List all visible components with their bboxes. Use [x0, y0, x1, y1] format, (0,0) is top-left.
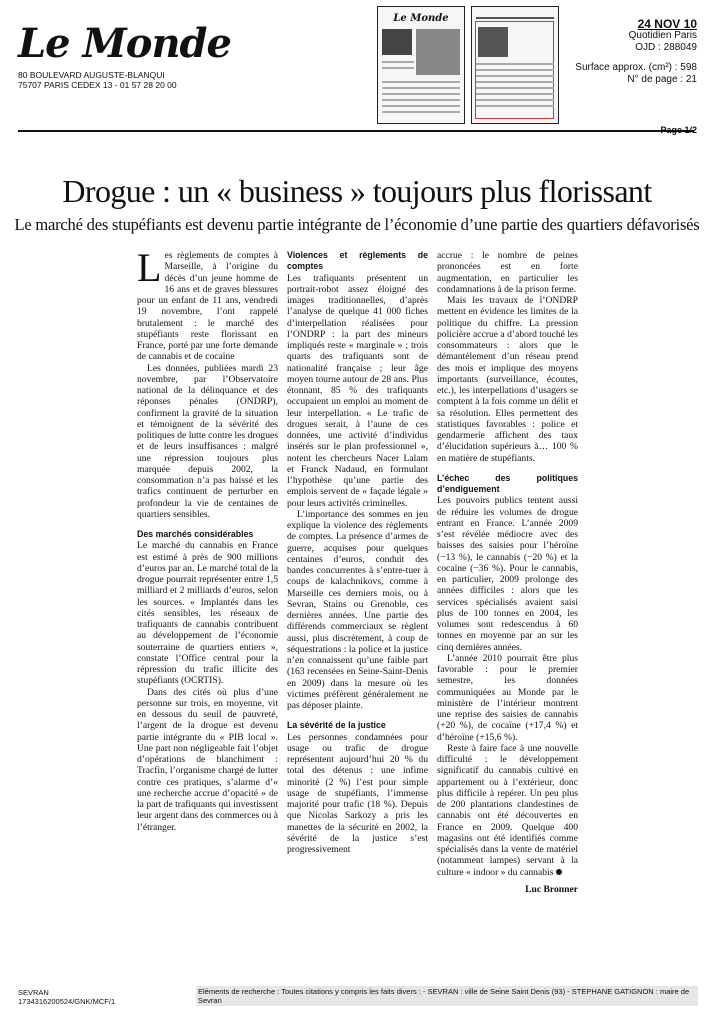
paragraph: Les pouvoirs publics tentent aussi de réduire les volumes de drogue entrant en France. L’année 2009 s’est révélée médiocre avec des baisses des saisies pour l’héroïne (−13 %), le cannabis (−20 %) et la cocaïne (−36 %). Pour le cannabis, en particulier, 2009 prolonge des années difficiles : alors que les services spécialisés avaient saisi plus de 100 tonnes en 2004, les volumes sont redescendus à 60 tonnes en moyenne par an sur les cinq dernières années.: [437, 495, 578, 653]
article-page-thumbnail[interactable]: [471, 6, 559, 124]
thumbnail-headline-block: [382, 29, 412, 55]
masthead-logo: Le Monde: [18, 20, 231, 67]
address-line-2: 75707 PARIS CEDEX 13 - 01 57 28 20 00: [18, 80, 177, 90]
thumbnail-text-line: [476, 87, 554, 89]
thumbnail-text-line: [382, 81, 460, 83]
drop-cap: L: [137, 245, 162, 290]
subheading: Des marchés considérables: [137, 529, 254, 539]
byline: Luc Bronner: [525, 883, 578, 895]
subheading: Violences et règlements de comptes: [287, 250, 428, 272]
paragraph: L’importance des sommes en jeu explique la violence des règlements de comptes. La présence d’armes de guerre, acquises pour quelques centaines d’euros, conduit des bandes concurrentes à s’entre-tuer à coups de kalachnikovs, comme à Marseille ces derniers mois, ou à Sevran, Stains ou Grenoble, ces dernières années. Une partie des différends commerciaux se règlent aussi, plus discrètement, à coup de séquestrations : la police et la justice n’en connaissent qu’une faible part (163 recensées en Seine-Saint-Denis en 2009) dans la mesure où les victimes préfèrent généralement ne pas déposer plainte.: [287, 508, 428, 711]
thumbnail-photo: [478, 27, 508, 57]
paragraph: Les trafiquants présentent un portrait-robot assez éloigné des images traditionnelles, d’après l’analyse de quelque 41 000 fiches d’interpellation réalisées pour l’ONDRP : la part des mineurs impliqués reste « marginale » ; trois quarts des trafiquants sont de nationalité française ; leur âge moyen tourne autour de 28 ans. Plus étonnant, 85 % des trafiquants occupaient un emploi au moment de leur interpellation. « Le trafic de drogues serait, à l’aune de ces données, une activité d’individus insérés sur le plan professionnel », notent les chercheurs Nacer Lalam et Franck Nadaud, en formulant l’hypothèse qu’une partie des emplois servent de « façade légale » pour leurs activités criminelles.: [287, 272, 428, 509]
article-headline: Drogue : un « business » toujours plus florissant: [62, 173, 652, 209]
paragraph: L’année 2010 pourrait être plus favorable : pour le premier semestre, les données communiquées au Monde par le ministère de l’intérieur montrent une reprise des saisies de cannabis (+20 %), de cocaïne (+17,4 %) et d’héroïne (+15,6 %).: [437, 652, 578, 743]
paragraph: Les personnes condamnées pour usage ou trafic de drogue représentent aujourd’hui 20 % du total des détenus : une infime minorité (2 %) l’est pour simple usage de stupéfiants, l’immense majorité pour trafic (18 %). Depuis que Nicolas Sarkozy a pris les manettes de la sécurité en 2002, la sévérité de la justice s’est progressivement: [287, 731, 428, 855]
thumbnail-text-line: [476, 81, 554, 83]
paragraph: Dans des cités où plus d’une personne sur trois, en moyenne, vit en dessous du seuil de pauvreté, l’argent de la drogue est devenu partie intégrante du « PIB local ». Une part non négligeable fait l’objet d’opérations de blanchiment : Tracfin, l’organisme chargé de lutter contre ces pratiques, s’alarme d’« une recherche accrue d’opacité » de la part de trafiquants qui investissent leur argent dans des commerces ou à l’étranger.: [137, 686, 279, 833]
publication-date: 24 NOV 10: [637, 17, 697, 31]
end-mark-icon: [556, 869, 562, 875]
header-rule: [18, 130, 694, 132]
thumbnail-text-line: [476, 69, 554, 71]
paragraph: Reste à faire face à une nouvelle difficulté : le développement significatif du cannabis cultivé en appartement ou à l’extérieur, donc plus difficile à repérer. Un peu plus de 200 plantations clandestines de cannabis ont été découvertes en France en 2009. Quelque 400 magasins ont été identifiés comme spécialisés dans la vente de matériel (notamment lampes) servant à la culture « indoor » du cannabis: [437, 742, 578, 878]
thumbnail-text-line: [382, 61, 414, 63]
footer-keyword: SEVRAN: [18, 988, 49, 997]
thumbnail-text-line: [382, 99, 460, 101]
thumbnail-text-line: [476, 63, 554, 65]
thumbnail-text-line: [476, 105, 554, 107]
thumbnail-text-line: [382, 67, 414, 69]
ojd-figure: OJD : 288049: [635, 42, 697, 53]
footer-reference: [18, 988, 115, 1006]
surface-area: Surface approx. (cm²) : 598: [575, 62, 697, 73]
front-page-thumbnail[interactable]: [377, 6, 465, 124]
thumbnail-text-line: [382, 105, 460, 107]
subheading: L’échec des politiques d’endiguement: [437, 472, 578, 494]
paragraph: Les données, publiées mardi 23 novembre, par l’Observatoire national de la délinquance et des réponses pénales (ONDRP), confirment la gravité de la situation et témoignent de la sévérité des politiques de lutte contre les drogues et de leurs insuffisances : malgré une répression toujours plus marquée depuis 2002, la consommation n’a pas baissé et les trafics continuent de perturber en profondeur la vie de centaines de quartiers sensibles.: [137, 362, 278, 520]
paragraph: Mais les travaux de l’ONDRP mettent en évidence les limites de la politique du chiffre. La pression policière accrue a d’abord touché les consommateurs : alors que le démantèlement d’un réseau prend des mois et implique des moyens importants (surveillance, écoutes, etc.), les interpellations d’usagers se comptent à la fois comme un délit et sa résolution. Elles permettent des statistiques favorables : police et gendarmerie affichent des taux d’élucidation supérieurs à… 100 % en matière de stupéfiants.: [437, 295, 578, 464]
article-column-2: [287, 250, 428, 855]
thumbnail-text-line: [382, 87, 460, 89]
footer-code: 1734316200524/GNK/MCF/1: [18, 997, 116, 1006]
article-column-3: [437, 250, 578, 895]
thumbnail-title-line: [476, 17, 554, 19]
paragraph: Les règlements de comptes à Marseille, à l’origine du décès d’un jeune homme de 16 ans et de graves blessures pour un enfant de 11 ans, vendredi 19 novembre, l’ont rappelé brutalement : le marché des stupéfiants reste florissant en France, porté par une forte demande de cannabis et de cocaïne: [137, 245, 278, 363]
thumbnail-text-line: [476, 99, 554, 101]
search-elements-box: Eléments de recherche : Toutes citations y compris les faits divers : - SEVRAN : ville de Seine Saint Denis (93) - STEPHANE GATIGNON : maire de Sevran: [196, 986, 698, 1006]
publication-type: Quotidien Paris: [628, 30, 697, 41]
thumbnail-text-line: [382, 93, 460, 95]
subheading: La sévérité de la justice: [287, 720, 386, 731]
page-number: N° de page : 21: [627, 74, 697, 85]
thumbnail-masthead: Le Monde: [393, 13, 449, 24]
thumbnail-photo: [416, 29, 460, 75]
address-line-1: 80 BOULEVARD AUGUSTE-BLANQUI: [18, 70, 165, 80]
thumbnail-text-line: [476, 75, 554, 77]
paragraph: Le marché du cannabis en France est estimé à près de 900 millions d’euros par an. Le marché total de la drogue pourrait représenter entre 1,5 milliard et 2 milliards d’euros, selon les sources. « Implantés dans les cités sensibles, les réseaux de trafiquants de cannabis contribuent au développement de l’économie souterraine de quartiers entiers », constate l’Office central pour la répression du trafic illicite des stupéfiants (OCRTIS).: [137, 540, 278, 687]
article-column-1: [137, 245, 279, 833]
thumbnail-text-line: [382, 111, 460, 113]
thumbnail-text-line: [476, 93, 554, 95]
page-indicator: Page 1/2: [660, 125, 697, 135]
article-standfirst: Le marché des stupéfiants est devenu partie intégrante de l’économie d’une partie des quartiers défavorisés: [14, 215, 700, 234]
clipping-metadata: [575, 18, 697, 86]
paragraph: accrue : le nombre de peines prononcées est en forte augmentation, en particulier les condamnations à de la prison ferme.: [437, 250, 578, 295]
